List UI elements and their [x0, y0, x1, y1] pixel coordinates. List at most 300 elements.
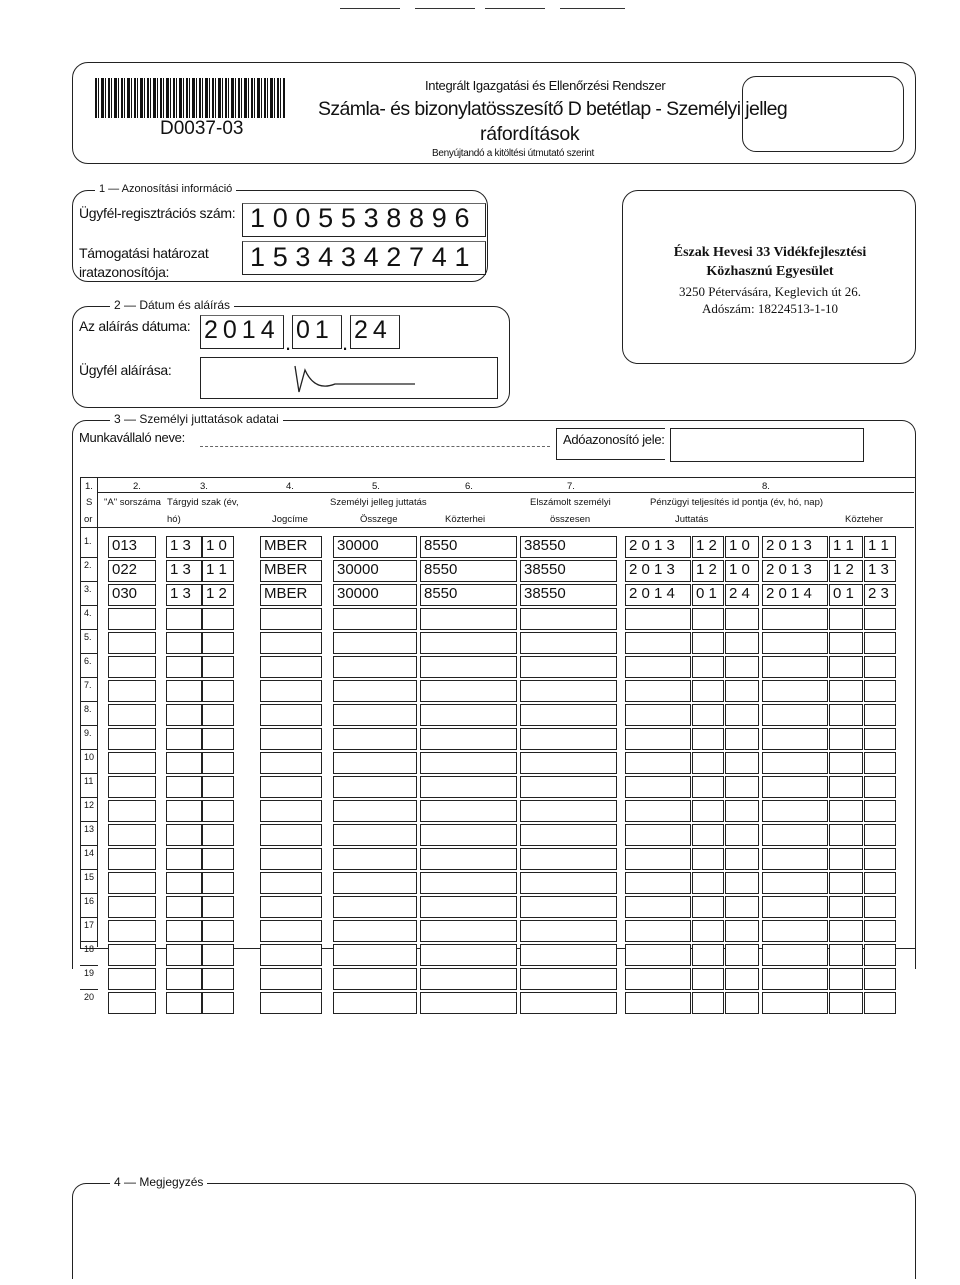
cell-qd[interactable] [864, 824, 896, 846]
cell-m[interactable] [202, 944, 234, 966]
cell-total[interactable] [520, 824, 617, 846]
cell-qd[interactable] [864, 656, 896, 678]
cell-py[interactable] [625, 920, 691, 942]
top-mark [415, 8, 475, 9]
cell-a[interactable] [108, 776, 156, 798]
cell-value-pd: 2 4 [729, 585, 750, 602]
section2-heading: 2 — Dátum és aláírás [110, 298, 234, 312]
row-number: 10 [84, 752, 95, 762]
cell-qd[interactable] [864, 752, 896, 774]
cell-legal[interactable] [260, 752, 322, 774]
cell-total[interactable] [520, 848, 617, 870]
cell-value-py: 2 0 1 3 [629, 561, 675, 578]
cell-value-qy: 2 0 1 3 [766, 561, 812, 578]
cell-qm[interactable] [829, 776, 863, 798]
cell-y[interactable] [166, 992, 202, 1014]
cell-legal[interactable] [260, 704, 322, 726]
header-settled-2: összesen [550, 514, 591, 525]
cell-pd[interactable] [725, 632, 759, 654]
cell-value-y: 1 3 [170, 585, 191, 602]
stamp-name-line1: Észak Hevesi 33 Vidékfejlesztési [673, 245, 867, 260]
cell-py[interactable] [625, 800, 691, 822]
cell-a[interactable] [108, 704, 156, 726]
cell-py[interactable] [625, 632, 691, 654]
cell-m[interactable] [202, 608, 234, 630]
cell-qd[interactable] [864, 896, 896, 918]
cell-qy[interactable] [762, 992, 828, 1014]
cell-y[interactable] [166, 920, 202, 942]
top-mark [560, 8, 625, 9]
header-sor-1: S [86, 497, 93, 508]
cell-a[interactable] [108, 872, 156, 894]
cell-m[interactable] [202, 776, 234, 798]
cell-value-qd: 1 3 [868, 561, 889, 578]
cell-qy[interactable] [762, 752, 828, 774]
cell-legal[interactable] [260, 896, 322, 918]
cell-y[interactable] [166, 896, 202, 918]
cell-pm[interactable] [692, 896, 724, 918]
cell-qd[interactable] [864, 920, 896, 942]
cell-m[interactable] [202, 992, 234, 1014]
cell-value-public: 8550 [424, 537, 458, 554]
cell-qy[interactable] [762, 968, 828, 990]
cell-m[interactable] [202, 752, 234, 774]
cell-a[interactable] [108, 608, 156, 630]
row-separator [80, 629, 98, 630]
cell-amount[interactable] [333, 920, 417, 942]
cell-amount[interactable] [333, 608, 417, 630]
cell-qd[interactable] [864, 680, 896, 702]
cell-qy[interactable] [762, 728, 828, 750]
cell-value-legal: MBER [264, 561, 308, 578]
top-mark [340, 8, 400, 9]
cell-value-total: 38550 [524, 585, 566, 602]
cell-legal[interactable] [260, 992, 322, 1014]
cell-a[interactable] [108, 896, 156, 918]
cell-value-a: 030 [112, 585, 138, 602]
cell-m[interactable] [202, 848, 234, 870]
cell-value-amount: 30000 [337, 561, 379, 578]
section3-heading: 3 — Személyi juttatások adatai [110, 412, 283, 426]
cell-m[interactable] [202, 680, 234, 702]
cell-a[interactable] [108, 848, 156, 870]
row-separator [80, 701, 98, 702]
cell-a[interactable] [108, 800, 156, 822]
cell-amount[interactable] [333, 944, 417, 966]
cell-qd[interactable] [864, 872, 896, 894]
cell-py[interactable] [625, 776, 691, 798]
header-settled-1: Elszámolt személyi [530, 497, 611, 508]
cell-legal[interactable] [260, 968, 322, 990]
cell-pm[interactable] [692, 992, 724, 1014]
cell-py[interactable] [625, 680, 691, 702]
cell-total[interactable] [520, 752, 617, 774]
cell-py[interactable] [625, 824, 691, 846]
cell-qm[interactable] [829, 752, 863, 774]
cell-value-py: 2 0 1 3 [629, 537, 675, 554]
cell-qy[interactable] [762, 656, 828, 678]
cell-py[interactable] [625, 872, 691, 894]
row-separator [80, 773, 98, 774]
cell-qd[interactable] [864, 632, 896, 654]
col-number-4: 4. [286, 481, 294, 492]
section1-heading: 1 — Azonosítási információ [95, 183, 236, 195]
cell-public[interactable] [420, 968, 517, 990]
cell-py[interactable] [625, 968, 691, 990]
cell-amount[interactable] [333, 776, 417, 798]
cell-a[interactable] [108, 920, 156, 942]
stamp-tax: Adószám: 18224513-1-10 [701, 301, 839, 316]
header-rule [97, 492, 914, 493]
cell-pd[interactable] [725, 920, 759, 942]
cell-pm[interactable] [692, 704, 724, 726]
top-mark [485, 8, 545, 9]
cell-a[interactable] [108, 944, 156, 966]
cell-m[interactable] [202, 632, 234, 654]
cell-qd[interactable] [864, 704, 896, 726]
cell-public[interactable] [420, 752, 517, 774]
row-separator [80, 677, 98, 678]
cell-py[interactable] [625, 944, 691, 966]
cell-pd[interactable] [725, 872, 759, 894]
cell-py[interactable] [625, 704, 691, 726]
cell-total[interactable] [520, 968, 617, 990]
cell-value-m: 1 0 [206, 537, 227, 554]
cell-value-amount: 30000 [337, 585, 379, 602]
cell-py[interactable] [625, 992, 691, 1014]
cell-y[interactable] [166, 608, 202, 630]
cell-legal[interactable] [260, 920, 322, 942]
cell-total[interactable] [520, 896, 617, 918]
cell-pd[interactable] [725, 824, 759, 846]
cell-pd[interactable] [725, 896, 759, 918]
cell-qm[interactable] [829, 992, 863, 1014]
client-reg-label: Ügyfél-regisztrációs szám: [79, 205, 236, 221]
cell-pd[interactable] [725, 776, 759, 798]
cell-y[interactable] [166, 704, 202, 726]
cell-pm[interactable] [692, 920, 724, 942]
stamp-address: 3250 Pétervására, Keglevich út 26. [679, 284, 861, 299]
cell-y[interactable] [166, 800, 202, 822]
cell-y[interactable] [166, 824, 202, 846]
cell-pm[interactable] [692, 752, 724, 774]
cell-pd[interactable] [725, 968, 759, 990]
cell-qd[interactable] [864, 968, 896, 990]
system-name: Integrált Igazgatási és Ellenőrzési Rendszer [425, 78, 666, 93]
row-separator [80, 653, 98, 654]
office-use-box[interactable] [742, 76, 904, 152]
cell-pm[interactable] [692, 968, 724, 990]
cell-amount[interactable] [333, 656, 417, 678]
cell-legal[interactable] [260, 632, 322, 654]
cell-pm[interactable] [692, 944, 724, 966]
cell-legal[interactable] [260, 848, 322, 870]
cell-legal[interactable] [260, 824, 322, 846]
cell-a[interactable] [108, 680, 156, 702]
cell-total[interactable] [520, 872, 617, 894]
cell-m[interactable] [202, 896, 234, 918]
cell-py[interactable] [625, 896, 691, 918]
cell-qy[interactable] [762, 920, 828, 942]
cell-legal[interactable] [260, 680, 322, 702]
cell-qy[interactable] [762, 680, 828, 702]
cell-qd[interactable] [864, 800, 896, 822]
header-period-1: Tárgyid szak (év, [167, 497, 239, 508]
cell-pd[interactable] [725, 704, 759, 726]
cell-total[interactable] [520, 800, 617, 822]
cell-m[interactable] [202, 728, 234, 750]
cell-amount[interactable] [333, 848, 417, 870]
cell-public[interactable] [420, 824, 517, 846]
tax-id-field[interactable] [670, 428, 864, 462]
cell-qy[interactable] [762, 944, 828, 966]
row-separator [80, 845, 98, 846]
cell-legal[interactable] [260, 608, 322, 630]
cell-qd[interactable] [864, 848, 896, 870]
cell-m[interactable] [202, 968, 234, 990]
cell-y[interactable] [166, 848, 202, 870]
cell-legal[interactable] [260, 872, 322, 894]
cell-public[interactable] [420, 728, 517, 750]
cell-qm[interactable] [829, 800, 863, 822]
cell-qm[interactable] [829, 824, 863, 846]
cell-pm[interactable] [692, 632, 724, 654]
cell-m[interactable] [202, 704, 234, 726]
row-number: 2. [84, 560, 92, 570]
col-number-2: 2. [133, 481, 141, 492]
cell-total[interactable] [520, 920, 617, 942]
cell-a[interactable] [108, 992, 156, 1014]
cell-value-qm: 0 1 [833, 585, 854, 602]
row-number: 11 [84, 776, 94, 786]
row-number: 7. [84, 680, 92, 690]
cell-qm[interactable] [829, 608, 863, 630]
cell-total[interactable] [520, 632, 617, 654]
cell-qy[interactable] [762, 800, 828, 822]
cell-amount[interactable] [333, 680, 417, 702]
cell-public[interactable] [420, 848, 517, 870]
cell-m[interactable] [202, 920, 234, 942]
cell-qy[interactable] [762, 704, 828, 726]
cell-public[interactable] [420, 944, 517, 966]
cell-legal[interactable] [260, 944, 322, 966]
cell-public[interactable] [420, 680, 517, 702]
cell-qy[interactable] [762, 848, 828, 870]
cell-total[interactable] [520, 728, 617, 750]
cell-qm[interactable] [829, 968, 863, 990]
cell-qy[interactable] [762, 608, 828, 630]
cell-value-legal: MBER [264, 585, 308, 602]
cell-amount[interactable] [333, 728, 417, 750]
cell-py[interactable] [625, 728, 691, 750]
cell-legal[interactable] [260, 776, 322, 798]
cell-y[interactable] [166, 968, 202, 990]
cell-total[interactable] [520, 992, 617, 1014]
cell-total[interactable] [520, 608, 617, 630]
cell-qd[interactable] [864, 944, 896, 966]
cell-qm[interactable] [829, 944, 863, 966]
cell-total[interactable] [520, 776, 617, 798]
section4-heading: 4 — Megjegyzés [110, 1175, 207, 1189]
cell-qy[interactable] [762, 896, 828, 918]
cell-pd[interactable] [725, 944, 759, 966]
cell-a[interactable] [108, 752, 156, 774]
row-separator [80, 605, 98, 606]
cell-a[interactable] [108, 656, 156, 678]
cell-pd[interactable] [725, 752, 759, 774]
cell-qd[interactable] [864, 992, 896, 1014]
cell-public[interactable] [420, 632, 517, 654]
cell-public[interactable] [420, 920, 517, 942]
cell-value-pm: 1 2 [696, 537, 717, 554]
cell-qm[interactable] [829, 704, 863, 726]
cell-pd[interactable] [725, 680, 759, 702]
cell-pm[interactable] [692, 656, 724, 678]
date-day: 24 [354, 316, 392, 344]
row-number: 13 [84, 824, 95, 834]
cell-public[interactable] [420, 608, 517, 630]
cell-pm[interactable] [692, 800, 724, 822]
cell-amount[interactable] [333, 992, 417, 1014]
cell-m[interactable] [202, 824, 234, 846]
cell-m[interactable] [202, 872, 234, 894]
row-number: 17 [84, 920, 95, 930]
cell-amount[interactable] [333, 896, 417, 918]
cell-public[interactable] [420, 872, 517, 894]
cell-a[interactable] [108, 824, 156, 846]
cell-amount[interactable] [333, 968, 417, 990]
cell-pm[interactable] [692, 608, 724, 630]
cell-public[interactable] [420, 776, 517, 798]
cell-y[interactable] [166, 776, 202, 798]
cell-qm[interactable] [829, 848, 863, 870]
cell-public[interactable] [420, 656, 517, 678]
row-number: 6. [84, 656, 92, 666]
cell-y[interactable] [166, 944, 202, 966]
cell-public[interactable] [420, 800, 517, 822]
cell-qd[interactable] [864, 776, 896, 798]
cell-pm[interactable] [692, 848, 724, 870]
cell-pm[interactable] [692, 824, 724, 846]
cell-pd[interactable] [725, 848, 759, 870]
cell-legal[interactable] [260, 728, 322, 750]
cell-pd[interactable] [725, 992, 759, 1014]
cell-y[interactable] [166, 680, 202, 702]
cell-y[interactable] [166, 656, 202, 678]
cell-public[interactable] [420, 896, 517, 918]
cell-total[interactable] [520, 944, 617, 966]
cell-amount[interactable] [333, 752, 417, 774]
decision-label-1: Támogatási határozat [79, 245, 209, 261]
cell-py[interactable] [625, 608, 691, 630]
cell-pm[interactable] [692, 872, 724, 894]
cell-value-m: 1 1 [206, 561, 227, 578]
cell-amount[interactable] [333, 632, 417, 654]
cell-pm[interactable] [692, 680, 724, 702]
cell-a[interactable] [108, 728, 156, 750]
cell-qm[interactable] [829, 896, 863, 918]
cell-m[interactable] [202, 800, 234, 822]
col-number-1: 1. [85, 481, 93, 492]
cell-public[interactable] [420, 704, 517, 726]
form-subtitle: Benyújtandó a kitöltési útmutató szerint [432, 148, 594, 159]
row-separator [80, 749, 98, 750]
cell-m[interactable] [202, 656, 234, 678]
cell-qy[interactable] [762, 632, 828, 654]
cell-y[interactable] [166, 632, 202, 654]
date-dot: . [342, 330, 349, 355]
col-number-5: 5. [372, 481, 380, 492]
row-separator [80, 917, 98, 918]
cell-amount[interactable] [333, 800, 417, 822]
cell-qm[interactable] [829, 728, 863, 750]
form-title-line2: ráfordítások [480, 123, 580, 145]
cell-amount[interactable] [333, 704, 417, 726]
cell-y[interactable] [166, 872, 202, 894]
cell-qm[interactable] [829, 872, 863, 894]
cell-a[interactable] [108, 632, 156, 654]
cell-amount[interactable] [333, 872, 417, 894]
cell-value-pd: 1 0 [729, 537, 750, 554]
cell-qd[interactable] [864, 608, 896, 630]
cell-py[interactable] [625, 752, 691, 774]
cell-y[interactable] [166, 752, 202, 774]
employee-name-field[interactable] [200, 445, 550, 447]
header-public: Közterhei [445, 514, 486, 525]
cell-value-legal: MBER [264, 537, 308, 554]
section4-frame [72, 1183, 916, 1279]
cell-value-pm: 0 1 [696, 585, 717, 602]
row-separator [80, 557, 98, 558]
cell-total[interactable] [520, 704, 617, 726]
cell-total[interactable] [520, 680, 617, 702]
cell-py[interactable] [625, 848, 691, 870]
cell-pm[interactable] [692, 728, 724, 750]
cell-a[interactable] [108, 968, 156, 990]
cell-qm[interactable] [829, 656, 863, 678]
cell-qd[interactable] [864, 728, 896, 750]
cell-value-qd: 2 3 [868, 585, 889, 602]
cell-pd[interactable] [725, 608, 759, 630]
cell-value-public: 8550 [424, 585, 458, 602]
cell-amount[interactable] [333, 824, 417, 846]
cell-qm[interactable] [829, 680, 863, 702]
cell-qy[interactable] [762, 776, 828, 798]
header-a-serial: "A" sorszáma [104, 497, 161, 508]
decision-number: 1534342741 [250, 242, 478, 272]
cell-qm[interactable] [829, 920, 863, 942]
cell-pd[interactable] [725, 800, 759, 822]
cell-legal[interactable] [260, 800, 322, 822]
cell-pm[interactable] [692, 776, 724, 798]
row-number: 18 [84, 944, 95, 954]
row-number: 19 [84, 968, 95, 978]
cell-qy[interactable] [762, 872, 828, 894]
row-number: 4. [84, 608, 92, 618]
cell-total[interactable] [520, 656, 617, 678]
cell-qm[interactable] [829, 632, 863, 654]
cell-pd[interactable] [725, 656, 759, 678]
cell-y[interactable] [166, 728, 202, 750]
row-number: 14 [84, 848, 95, 858]
cell-py[interactable] [625, 656, 691, 678]
row-separator [80, 797, 98, 798]
cell-public[interactable] [420, 992, 517, 1014]
cell-qy[interactable] [762, 824, 828, 846]
cell-legal[interactable] [260, 656, 322, 678]
cell-pd[interactable] [725, 728, 759, 750]
cell-value-public: 8550 [424, 561, 458, 578]
